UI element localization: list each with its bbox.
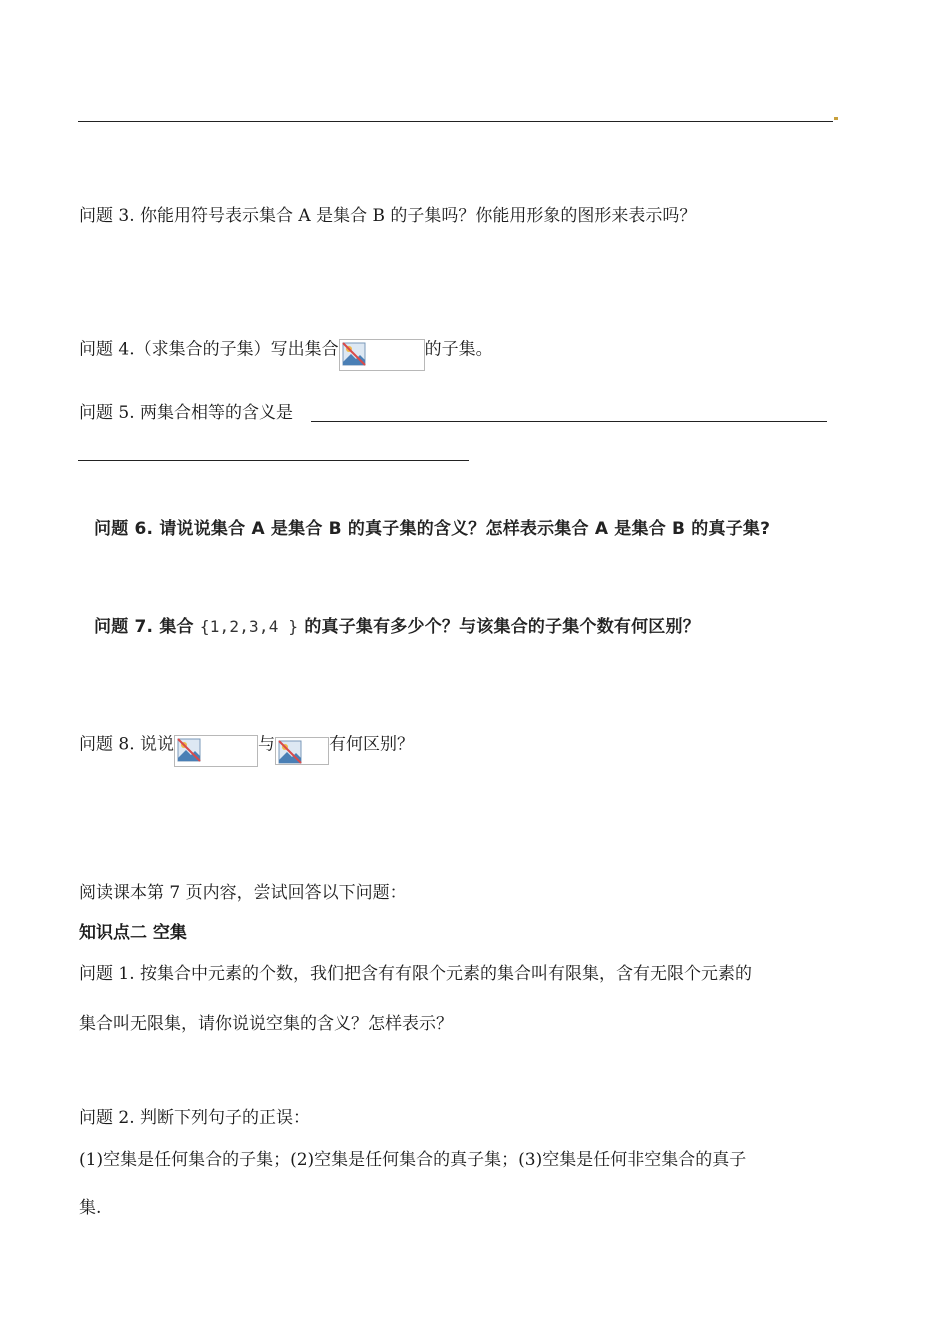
question-6: 问题 6. 请说说集合 A 是集合 B 的真子集的含义？怎样表示集合 A 是集合 B 的真子集? (94, 519, 771, 539)
question-3: 问题 3. 你能用符号表示集合 A 是集合 B 的子集吗？你能用形象的图形来表示吗？ (79, 206, 697, 226)
broken-image-icon (275, 737, 329, 765)
section-2-question-1-line-1: 问题 1. 按集合中元素的个数，我们把含有有限个元素的集合叫有限集，含有无限个元素的 (79, 964, 753, 984)
image-placeholder-icon (342, 342, 366, 366)
watermark (314, 451, 586, 688)
top-answer-line (78, 121, 833, 122)
section-2-question-1-line-2: 集合叫无限集，请你说说空集的含义？怎样表示？ (79, 1014, 453, 1034)
question-4-after: 的子集。 (424, 339, 493, 360)
reading-instruction: 阅读课本第 7 页内容，尝试回答以下问题： (79, 883, 407, 903)
question-4 (79, 334, 493, 366)
image-placeholder-icon (278, 740, 302, 764)
question-8 (79, 729, 414, 761)
broken-image-icon (174, 735, 258, 767)
anchor-marker (834, 117, 838, 120)
section-2-question-2-title: 问题 2. 判断下列句子的正误： (79, 1108, 311, 1128)
broken-image-icon (339, 339, 425, 371)
image-placeholder-icon (177, 738, 201, 762)
section-2-question-2-line-2: 集. (79, 1198, 102, 1218)
question-8-middle: 与 (258, 734, 276, 755)
question-5: 问题 5. 两集合相等的含义是 (79, 403, 294, 423)
question-4-before: 问题 4.（求集合的子集）写出集合 (79, 339, 339, 360)
question-8-after: 有何区别？ (329, 734, 415, 755)
question-7-after: 的真子集有多少个？与该集合的子集个数有何区别？ (304, 617, 700, 637)
set-literal: {1,2,3,4 } (199, 617, 299, 636)
question-8-before: 问题 8. 说说 (79, 734, 175, 755)
section-title: 知识点二 空集 (79, 923, 187, 943)
answer-line-2 (78, 460, 469, 461)
answer-line-1 (311, 421, 827, 422)
section-2-question-2-line-1: (1)空集是任何集合的子集；(2)空集是任何集合的真子集；(3)空集是任何非空集合的真子 (79, 1150, 747, 1170)
question-7-before: 问题 7. 集合 (94, 617, 194, 637)
